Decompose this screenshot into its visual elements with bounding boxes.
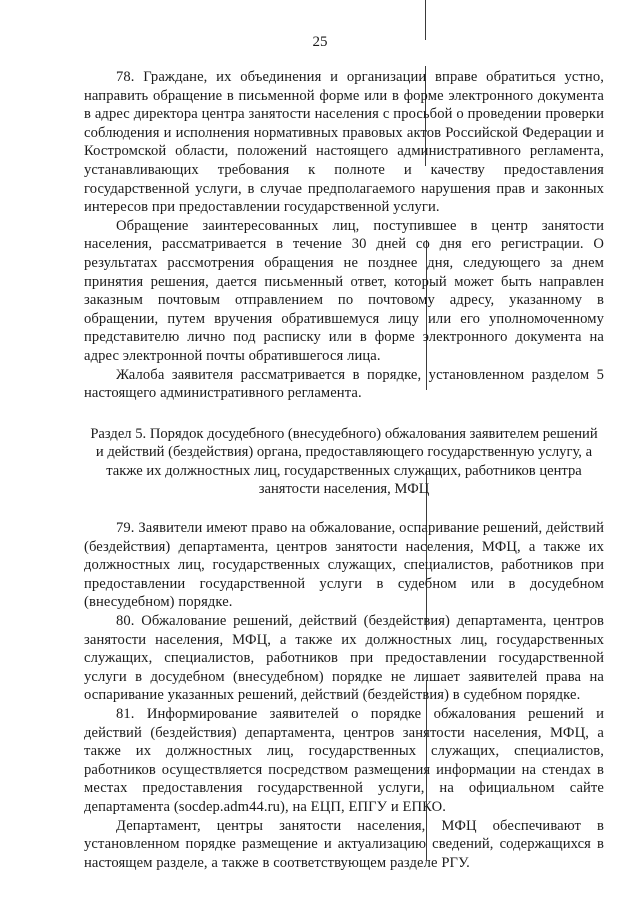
section-5-title: Раздел 5. Порядок досудебного (внесудебного) обжалования заявителем решений и действий (бездействия) органа, предоставляющего государственную услугу, а также их должностных лиц, государственных служащих, работников центра занятости населения, МФЦ [90, 425, 598, 498]
document-body [84, 68, 604, 872]
page-number: 25 [312, 34, 328, 50]
paragraph-80: 80. Обжалование решений, действий (бездействия) департамента, центров занятости населения, МФЦ, а также их должностных лиц, государственных служащих, специалистов, работников при предоставлении государственной услуги в досудебном (внесудебном) порядке не лишает заявителей права на оспаривание указанных решений, действий (бездействия) в судебном порядке. [84, 613, 604, 704]
paragraph-78: 78. Граждане, их объединения и организации вправе обратиться устно, направить обращение в письменной форме или в форме электронного документа в адрес директора центра занятости населения с просьбой о проведении проверки соблюдения и исполнения нормативных правовых актов Российской Федерации и Костромской области, положений настоящего административного регламента, устанавливающих требования к полноте и качеству предоставления государственной услуги, в случае предполагаемого нарушения прав и законных интересов при предоставлении государственной услуги. [84, 69, 604, 216]
paragraph-appeal-review: Обращение заинтересованных лиц, поступившее в центр занятости населения, рассматривается в течение 30 дней со дня его регистрации. О результатах рассмотрения обращения не позднее дня, следующего за днем принятия решения, дается письменный ответ, который может быть направлен заказным почтовым отправлением по почтовому адресу, указанному в обращении, путем вручения обратившемуся лицу или его уполномоченному представителю лично под расписку или в форме электронного документа на адрес электронной почты обратившегося лица. [84, 217, 604, 364]
scan-fold-line [425, 0, 426, 40]
paragraph-department: Департамент, центры занятости населения, МФЦ обеспечивают в установленном порядке размещение и актуализацию сведений, содержащихся в настоящем разделе, а также в соответствующем разделе РГУ. [84, 817, 604, 871]
paragraph-79: 79. Заявители имеют право на обжалование, оспаривание решений, действий (бездействия) департамента, центров занятости населения, МФЦ, а также их должностных лиц, государственных служащих, специалистов, работников при предоставлении государственной услуги в судебном или в досудебном (внесудебном) порядке. [84, 520, 604, 611]
paragraph-complaint: Жалоба заявителя рассматривается в порядке, установленном разделом 5 настоящего административного регламента. [84, 366, 604, 402]
paragraph-81: 81. Информирование заявителей о порядке обжалования решений и действий (бездействия) департамента, центров занятости населения, МФЦ, а также их должностных лиц, государственных служащих, специалистов, работников осуществляется посредством размещения информации на стендах в местах предоставления государственной услуги, на официальном сайте департамента (socdep.adm44.ru), на ЕЦП, ЕПГУ и ЕПКО. [84, 706, 604, 815]
